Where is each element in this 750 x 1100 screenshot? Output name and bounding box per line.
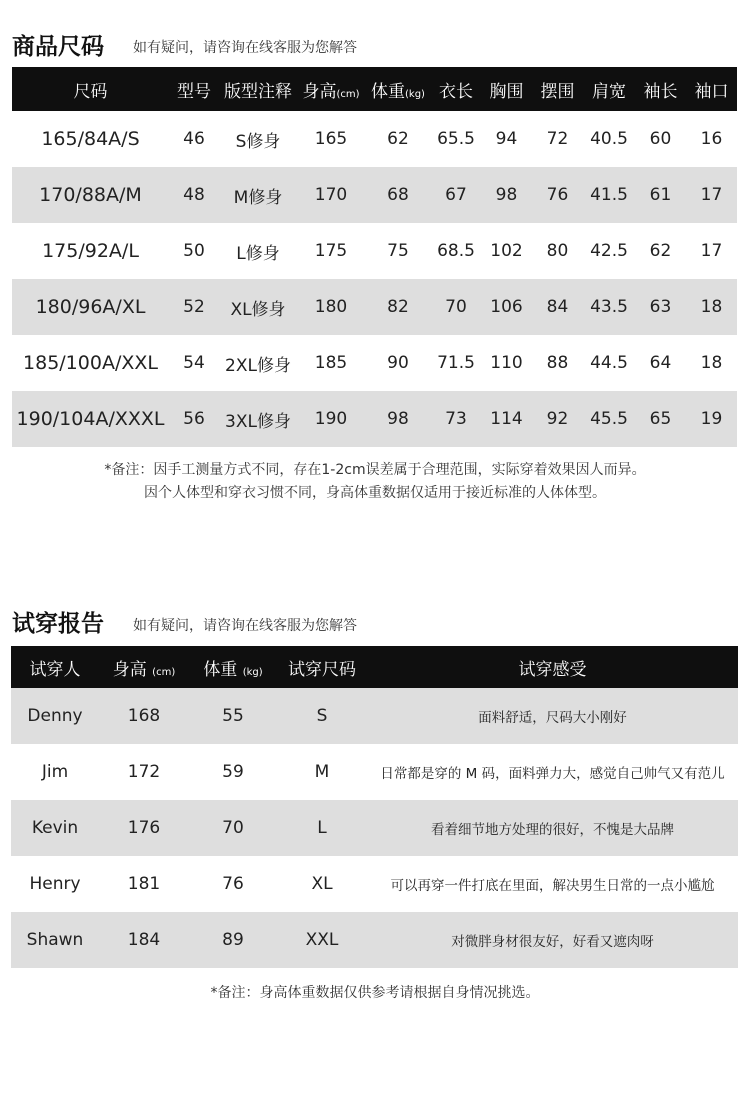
cell-sleeve-length: 61 <box>635 167 686 223</box>
trial-section-title: 试穿报告 <box>12 611 104 637</box>
header-height-unit: (cm) <box>152 666 176 678</box>
header-height <box>297 67 365 111</box>
cell-weight: 68 <box>365 167 431 223</box>
cell-trial-size: XXL <box>277 912 367 968</box>
header-height-label: 身高 <box>302 81 337 102</box>
cell-cuff: 17 <box>686 167 737 223</box>
cell-height: 172 <box>99 744 189 800</box>
cell-height: 175 <box>297 223 365 279</box>
cell-chest: 110 <box>481 335 532 391</box>
header-height <box>99 646 189 688</box>
header-tester: 试穿人 <box>11 646 99 688</box>
table-row <box>12 391 737 447</box>
cell-height: 180 <box>297 279 365 335</box>
cell-height: 184 <box>99 912 189 968</box>
size-note-line-2: 因个人体型和穿衣习惯不同，身高体重数据仅适用于接近标准的人体体型。 <box>144 485 606 501</box>
cell-chest: 102 <box>481 223 532 279</box>
table-row <box>12 335 737 391</box>
cell-weight: 75 <box>365 223 431 279</box>
cell-height: 176 <box>99 800 189 856</box>
header-weight <box>189 646 277 688</box>
header-weight-label: 体重 <box>203 659 238 680</box>
cell-model: 50 <box>169 223 219 279</box>
table-row <box>11 800 738 856</box>
cell-shoulder: 41.5 <box>583 167 635 223</box>
cell-height: 168 <box>99 688 189 744</box>
cell-hem: 80 <box>532 223 583 279</box>
cell-tester: Henry <box>11 856 99 912</box>
table-row <box>12 223 737 279</box>
cell-height: 190 <box>297 391 365 447</box>
cell-sleeve-length: 64 <box>635 335 686 391</box>
size-table-header <box>12 67 737 111</box>
size-section-title: 商品尺码 <box>12 34 104 60</box>
size-note-line-1: *备注：因手工测量方式不同，存在1-2cm误差属于合理范围，实际穿着效果因人而异。 <box>104 462 646 478</box>
cell-sleeve-length: 62 <box>635 223 686 279</box>
cell-fit: 2XL修身 <box>219 335 297 391</box>
cell-model: 52 <box>169 279 219 335</box>
cell-size: 175/92A/L <box>12 223 169 279</box>
cell-height: 185 <box>297 335 365 391</box>
header-model: 型号 <box>169 67 219 111</box>
cell-shoulder: 40.5 <box>583 111 635 167</box>
header-chest: 胸围 <box>481 67 532 111</box>
cell-length: 73 <box>431 391 481 447</box>
cell-feedback: 对微胖身材很友好，好看又遮肉呀 <box>367 912 738 968</box>
cell-shoulder: 45.5 <box>583 391 635 447</box>
cell-chest: 98 <box>481 167 532 223</box>
cell-cuff: 16 <box>686 111 737 167</box>
cell-weight: 76 <box>189 856 277 912</box>
cell-fit: M修身 <box>219 167 297 223</box>
cell-shoulder: 43.5 <box>583 279 635 335</box>
table-row <box>12 111 737 167</box>
cell-cuff: 18 <box>686 335 737 391</box>
table-row <box>11 856 738 912</box>
cell-weight: 55 <box>189 688 277 744</box>
cell-size: 185/100A/XXL <box>12 335 169 391</box>
cell-weight: 59 <box>189 744 277 800</box>
table-row <box>11 744 738 800</box>
header-height-label: 身高 <box>112 659 147 680</box>
cell-sleeve-length: 63 <box>635 279 686 335</box>
header-weight-label: 体重 <box>371 81 406 102</box>
cell-weight: 98 <box>365 391 431 447</box>
cell-chest: 106 <box>481 279 532 335</box>
cell-size: 180/96A/XL <box>12 279 169 335</box>
header-shoulder: 肩宽 <box>583 67 635 111</box>
header-hem: 摆围 <box>532 67 583 111</box>
cell-tester: Shawn <box>11 912 99 968</box>
cell-size: 170/88A/M <box>12 167 169 223</box>
cell-trial-size: XL <box>277 856 367 912</box>
trial-section-subtitle: 如有疑问，请咨询在线客服为您解答 <box>133 618 357 634</box>
cell-tester: Denny <box>11 688 99 744</box>
cell-length: 65.5 <box>431 111 481 167</box>
cell-feedback: 看着细节地方处理的很好，不愧是大品牌 <box>367 800 738 856</box>
cell-cuff: 17 <box>686 223 737 279</box>
cell-tester: Jim <box>11 744 99 800</box>
cell-shoulder: 44.5 <box>583 335 635 391</box>
cell-model: 56 <box>169 391 219 447</box>
header-trial-size: 试穿尺码 <box>277 646 367 688</box>
cell-weight: 82 <box>365 279 431 335</box>
cell-feedback: 可以再穿一件打底在里面，解决男生日常的一点小尴尬 <box>367 856 738 912</box>
cell-size: 165/84A/S <box>12 111 169 167</box>
size-chart-table <box>12 67 737 447</box>
table-row <box>12 167 737 223</box>
cell-tester: Kevin <box>11 800 99 856</box>
cell-hem: 88 <box>532 335 583 391</box>
cell-fit: XL修身 <box>219 279 297 335</box>
cell-length: 71.5 <box>431 335 481 391</box>
size-section-subtitle: 如有疑问，请咨询在线客服为您解答 <box>133 40 357 56</box>
cell-model: 48 <box>169 167 219 223</box>
cell-weight: 70 <box>189 800 277 856</box>
header-feedback: 试穿感受 <box>367 646 738 688</box>
cell-hem: 72 <box>532 111 583 167</box>
header-height-unit: (cm) <box>336 88 360 100</box>
cell-length: 70 <box>431 279 481 335</box>
cell-height: 181 <box>99 856 189 912</box>
cell-length: 68.5 <box>431 223 481 279</box>
cell-fit: S修身 <box>219 111 297 167</box>
cell-fit: L修身 <box>219 223 297 279</box>
header-fit: 版型注释 <box>219 67 297 111</box>
cell-sleeve-length: 60 <box>635 111 686 167</box>
header-sleeve-length: 袖长 <box>635 67 686 111</box>
cell-feedback: 面料舒适，尺码大小刚好 <box>367 688 738 744</box>
cell-chest: 114 <box>481 391 532 447</box>
header-weight-unit: (kg) <box>242 666 263 678</box>
cell-fit: 3XL修身 <box>219 391 297 447</box>
cell-weight: 89 <box>189 912 277 968</box>
cell-cuff: 19 <box>686 391 737 447</box>
cell-shoulder: 42.5 <box>583 223 635 279</box>
trial-table-header <box>11 646 738 688</box>
header-length: 衣长 <box>431 67 481 111</box>
cell-height: 170 <box>297 167 365 223</box>
header-cuff: 袖口 <box>686 67 737 111</box>
table-row <box>11 912 738 968</box>
cell-chest: 94 <box>481 111 532 167</box>
trial-report-table <box>11 646 738 968</box>
cell-trial-size: L <box>277 800 367 856</box>
table-row <box>12 279 737 335</box>
cell-hem: 92 <box>532 391 583 447</box>
cell-hem: 76 <box>532 167 583 223</box>
cell-length: 67 <box>431 167 481 223</box>
trial-note: *备注：身高体重数据仅供参考请根据自身情况挑选。 <box>210 985 540 1001</box>
cell-trial-size: M <box>277 744 367 800</box>
cell-model: 54 <box>169 335 219 391</box>
cell-sleeve-length: 65 <box>635 391 686 447</box>
cell-size: 190/104A/XXXL <box>12 391 169 447</box>
header-weight <box>365 67 431 111</box>
cell-hem: 84 <box>532 279 583 335</box>
cell-height: 165 <box>297 111 365 167</box>
header-weight-unit: (kg) <box>405 88 425 100</box>
header-size: 尺码 <box>12 67 169 111</box>
cell-trial-size: S <box>277 688 367 744</box>
cell-weight: 62 <box>365 111 431 167</box>
cell-model: 46 <box>169 111 219 167</box>
cell-feedback: 日常都是穿的 M 码，面料弹力大，感觉自己帅气又有范儿 <box>367 744 738 800</box>
cell-cuff: 18 <box>686 279 737 335</box>
table-row <box>11 688 738 744</box>
cell-weight: 90 <box>365 335 431 391</box>
